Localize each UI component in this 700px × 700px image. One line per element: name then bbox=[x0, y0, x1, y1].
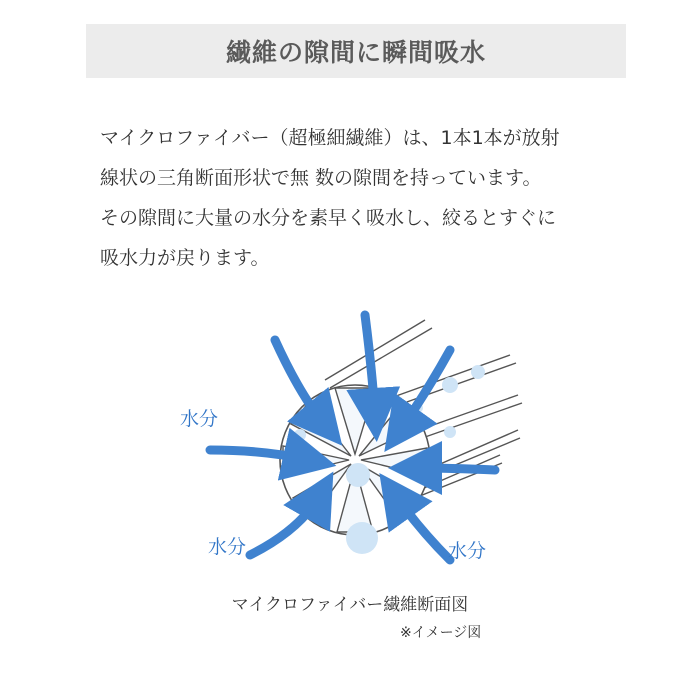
water-label-left: 水分 bbox=[180, 408, 219, 430]
description-line: 線状の三角断面形状で無 数の隙間を持っています。 bbox=[100, 167, 542, 189]
page-title: 繊維の隙間に瞬間吸水 bbox=[225, 38, 486, 67]
title-bar bbox=[86, 24, 626, 78]
description bbox=[100, 118, 640, 278]
water-label-bottom-left: 水分 bbox=[208, 536, 247, 558]
water-label-bottom-right: 水分 bbox=[448, 540, 487, 562]
description-line: マイクロファイバー（超極細繊維）は、1本1本が放射 bbox=[100, 127, 560, 149]
description-line: 吸水力が戻ります。 bbox=[100, 247, 270, 269]
diagram-caption: マイクロファイバー繊維断面図 bbox=[231, 595, 469, 615]
description-line: その隙間に大量の水分を素早く吸水し、絞るとすぐに bbox=[100, 207, 557, 229]
image-note: ※イメージ図 bbox=[400, 625, 482, 641]
